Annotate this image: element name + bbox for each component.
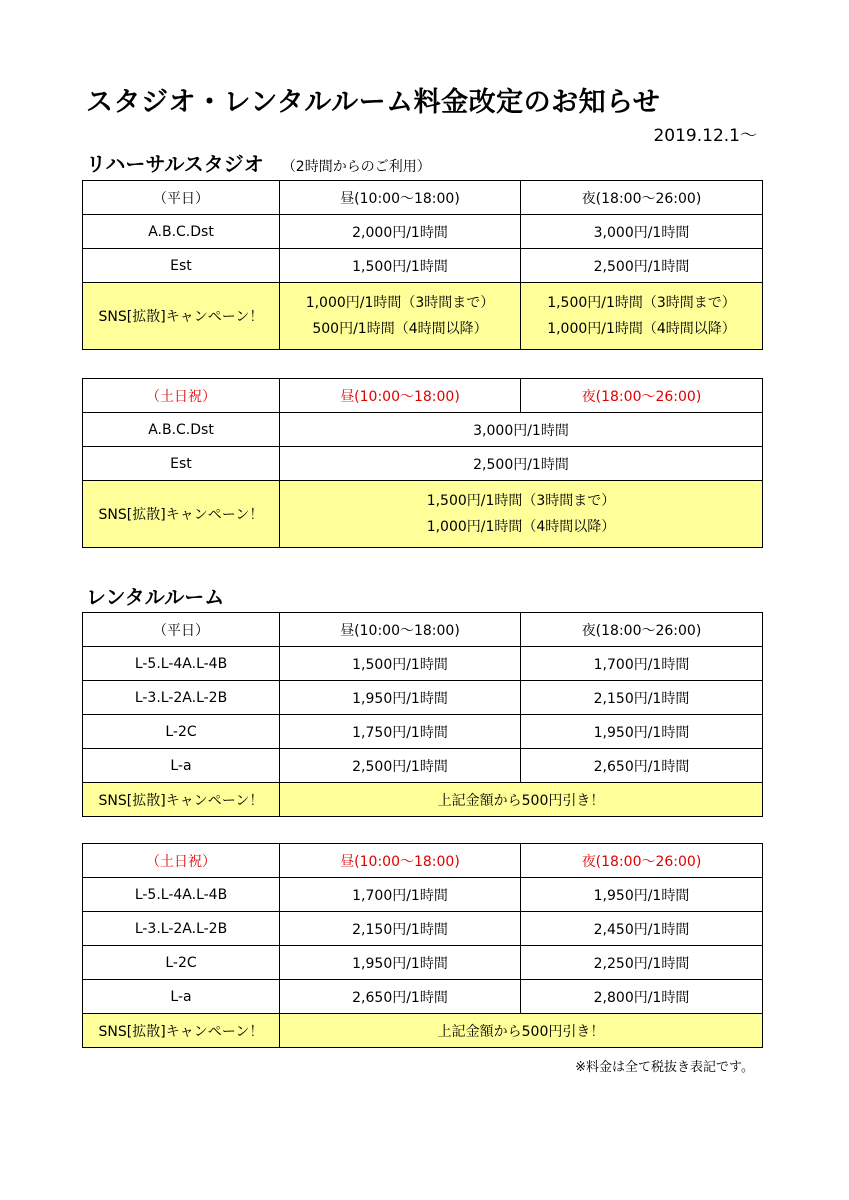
campaign-price-cell [280,481,763,548]
night-header-cell: 夜(18:00～26:00) [521,613,763,647]
room-name-cell: L-3.L-2A.L-2B [83,912,280,946]
room-name-cell: L-2C [83,946,280,980]
room-name-cell: L-a [83,749,280,783]
daytime-header-cell: 昼(10:00～18:00) [280,379,521,413]
table-row [83,715,763,749]
day-price-cell: 2,000円/1時間 [280,215,521,249]
night-price-cell: 2,800円/1時間 [521,980,763,1014]
campaign-label-cell: SNS[拡散]キャンペーン！ [83,283,280,350]
daytime-header-cell: 昼(10:00～18:00) [280,613,521,647]
room-name-cell: L-a [83,980,280,1014]
day-price-cell: 1,500円/1時間 [280,249,521,283]
table-header-row [83,379,763,413]
night-header-cell: 夜(18:00～26:00) [521,181,763,215]
day-price-cell: 1,500円/1時間 [280,647,521,681]
campaign-label-cell: SNS[拡散]キャンペーン！ [83,783,280,817]
night-price-cell: 2,250円/1時間 [521,946,763,980]
table-row [83,447,763,481]
rental-weekday-table [82,612,763,817]
night-header-cell: 夜(18:00～26:00) [521,844,763,878]
table-row [83,215,763,249]
table-header-row [83,181,763,215]
table-header-row [83,844,763,878]
night-header-cell: 夜(18:00～26:00) [521,379,763,413]
room-name-cell: A.B.C.Dst [83,413,280,447]
rehearsal-weekday-table [82,180,763,350]
day-price-cell: 1,750円/1時間 [280,715,521,749]
effective-date: 2019.12.1～ [653,126,757,146]
day-price-cell: 2,650円/1時間 [280,980,521,1014]
campaign-price-line: 1,500円/1時間（3時間まで） [547,295,736,311]
rehearsal-section-heading [86,148,431,177]
day-type-cell: （土日祝） [83,844,280,878]
night-price-cell: 1,950円/1時間 [521,878,763,912]
night-price-cell: 3,000円/1時間 [521,215,763,249]
table-row [83,749,763,783]
page-title: スタジオ・レンタルルーム料金改定のお知らせ [86,87,661,118]
room-name-cell: A.B.C.Dst [83,215,280,249]
rental-section-heading: レンタルルーム [86,585,225,609]
day-price-cell: 1,950円/1時間 [280,681,521,715]
campaign-price-line: 1,500円/1時間（3時間まで） [426,493,616,509]
room-name-cell: L-5.L-4A.L-4B [83,878,280,912]
table-row [83,681,763,715]
day-type-cell: （土日祝） [83,379,280,413]
room-name-cell: L-3.L-2A.L-2B [83,681,280,715]
campaign-night-price-cell [521,283,763,350]
night-price-cell: 2,150円/1時間 [521,681,763,715]
table-row [83,912,763,946]
night-price-cell: 2,650円/1時間 [521,749,763,783]
rehearsal-min-usage-note: （2時間からのご利用） [281,159,431,175]
room-name-cell: Est [83,447,280,481]
day-type-cell: （平日） [83,181,280,215]
campaign-row [83,481,763,548]
campaign-price-line: 1,000円/1時間（4時間以降） [547,321,736,337]
room-name-cell: Est [83,249,280,283]
tax-footnote: ※料金は全て税抜き表記です。 [575,1060,754,1075]
campaign-label-cell: SNS[拡散]キャンペーン！ [83,481,280,548]
table-row [83,647,763,681]
table-row [83,980,763,1014]
night-price-cell: 2,450円/1時間 [521,912,763,946]
daytime-header-cell: 昼(10:00～18:00) [280,844,521,878]
day-price-cell: 2,150円/1時間 [280,912,521,946]
rental-holiday-table [82,843,763,1048]
table-row [83,249,763,283]
daytime-header-cell: 昼(10:00～18:00) [280,181,521,215]
room-name-cell: L-5.L-4A.L-4B [83,647,280,681]
campaign-row [83,1014,763,1048]
table-row [83,946,763,980]
campaign-price-line: 1,000円/1時間（4時間以降） [426,519,616,535]
night-price-cell: 1,700円/1時間 [521,647,763,681]
all-day-price-cell: 3,000円/1時間 [280,413,763,447]
campaign-discount-cell: 上記金額から500円引き！ [280,783,763,817]
campaign-price-line: 1,000円/1時間（3時間まで） [305,295,495,311]
campaign-day-price-cell [280,283,521,350]
rehearsal-holiday-table [82,378,763,548]
rehearsal-heading-text: リハーサルスタジオ [86,152,264,176]
room-name-cell: L-2C [83,715,280,749]
all-day-price-cell: 2,500円/1時間 [280,447,763,481]
campaign-discount-cell: 上記金額から500円引き！ [280,1014,763,1048]
campaign-row [83,783,763,817]
table-row [83,878,763,912]
table-header-row [83,613,763,647]
day-price-cell: 1,700円/1時間 [280,878,521,912]
campaign-price-line: 500円/1時間（4時間以降） [312,321,488,337]
table-row [83,413,763,447]
day-type-cell: （平日） [83,613,280,647]
night-price-cell: 1,950円/1時間 [521,715,763,749]
day-price-cell: 1,950円/1時間 [280,946,521,980]
day-price-cell: 2,500円/1時間 [280,749,521,783]
night-price-cell: 2,500円/1時間 [521,249,763,283]
campaign-row [83,283,763,350]
campaign-label-cell: SNS[拡散]キャンペーン！ [83,1014,280,1048]
